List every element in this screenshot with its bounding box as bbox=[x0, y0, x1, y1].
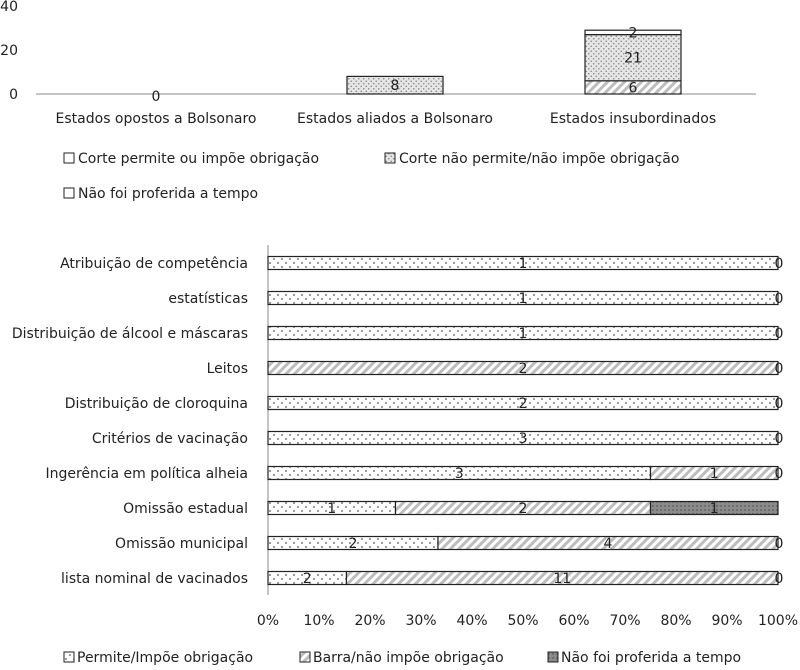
x-tick-label: 30% bbox=[405, 613, 437, 629]
legend-swatch bbox=[64, 153, 74, 163]
data-label: 3 bbox=[518, 431, 528, 447]
data-label: 2 bbox=[518, 501, 528, 517]
legend-label: Não foi proferida a tempo bbox=[561, 650, 742, 666]
chart-estados bbox=[0, 0, 800, 225]
data-label: 0 bbox=[774, 396, 784, 412]
legend-label: Corte permite ou impõe obrigação bbox=[78, 151, 320, 167]
x-category-label: Estados opostos a Bolsonaro bbox=[55, 111, 257, 127]
y-category-label: Omissão municipal bbox=[115, 536, 248, 552]
data-label: 6 bbox=[628, 80, 638, 97]
data-label: 4 bbox=[603, 536, 613, 552]
data-label: 1 bbox=[709, 466, 719, 482]
data-label: 2 bbox=[518, 396, 528, 412]
y-tick-label: 20 bbox=[0, 43, 18, 59]
x-tick-label: 60% bbox=[558, 613, 590, 629]
y-tick-label: 0 bbox=[9, 87, 18, 103]
y-category-label: estatísticas bbox=[168, 291, 248, 307]
x-category-label: Estados insubordinados bbox=[549, 111, 717, 127]
legend-label: Não foi proferida a tempo bbox=[78, 186, 259, 202]
y-category-label: Atribuição de competência bbox=[60, 256, 248, 272]
data-label: 1 bbox=[518, 326, 528, 342]
data-label: 2 bbox=[518, 361, 528, 377]
legend-label: Barra/não impõe obrigação bbox=[313, 650, 504, 666]
data-label: 0 bbox=[774, 256, 784, 272]
x-tick-label: 70% bbox=[609, 613, 641, 629]
legend-swatch bbox=[300, 652, 310, 662]
legend-label: Permite/Impõe obrigação bbox=[77, 650, 254, 666]
x-tick-label: 40% bbox=[456, 613, 488, 629]
x-tick-label: 20% bbox=[354, 613, 386, 629]
y-category-label: Ingerência em política alheia bbox=[45, 466, 248, 482]
x-tick-label: 100% bbox=[757, 613, 799, 629]
data-label: 2 bbox=[628, 25, 638, 42]
legend-label: Corte não permite/não impõe obrigação bbox=[399, 151, 680, 167]
chart-temas bbox=[0, 225, 800, 670]
y-category-label: Omissão estadual bbox=[123, 501, 248, 517]
data-label: 1 bbox=[327, 501, 337, 517]
data-label: 3 bbox=[454, 466, 464, 482]
legend-swatch bbox=[548, 652, 558, 662]
data-label: 0 bbox=[774, 431, 784, 447]
data-label: 21 bbox=[624, 50, 642, 67]
data-label: 11 bbox=[553, 571, 572, 587]
legend-swatch bbox=[64, 652, 74, 662]
y-category-label: Distribuição de cloroquina bbox=[64, 396, 248, 412]
data-label: 2 bbox=[302, 571, 312, 587]
data-label: 1 bbox=[518, 291, 528, 307]
data-label: 0 bbox=[774, 466, 784, 482]
data-label: 0 bbox=[774, 291, 784, 307]
x-tick-label: 0% bbox=[256, 613, 280, 629]
x-tick-label: 50% bbox=[507, 613, 539, 629]
data-label: 0 bbox=[774, 536, 784, 552]
y-category-label: lista nominal de vacinados bbox=[61, 571, 248, 587]
legend-swatch bbox=[385, 153, 395, 163]
y-category-label: Leitos bbox=[206, 361, 248, 377]
x-tick-label: 90% bbox=[711, 613, 743, 629]
data-label: 0 bbox=[774, 571, 784, 587]
data-label: 0 bbox=[774, 326, 784, 342]
x-tick-label: 80% bbox=[660, 613, 692, 629]
data-label: 2 bbox=[348, 536, 358, 552]
data-label: 1 bbox=[518, 256, 528, 272]
data-label: 0 bbox=[151, 89, 161, 105]
y-category-label: Distribuição de álcool e máscaras bbox=[11, 326, 248, 342]
x-category-label: Estados aliados a Bolsonaro bbox=[297, 111, 493, 127]
x-tick-label: 10% bbox=[303, 613, 335, 629]
legend-swatch bbox=[64, 188, 74, 198]
data-label: 1 bbox=[709, 501, 719, 517]
y-category-label: Critérios de vacinação bbox=[91, 431, 248, 447]
y-tick-label: 40 bbox=[0, 0, 18, 15]
data-label: 0 bbox=[774, 361, 784, 377]
data-label: 8 bbox=[390, 78, 400, 95]
